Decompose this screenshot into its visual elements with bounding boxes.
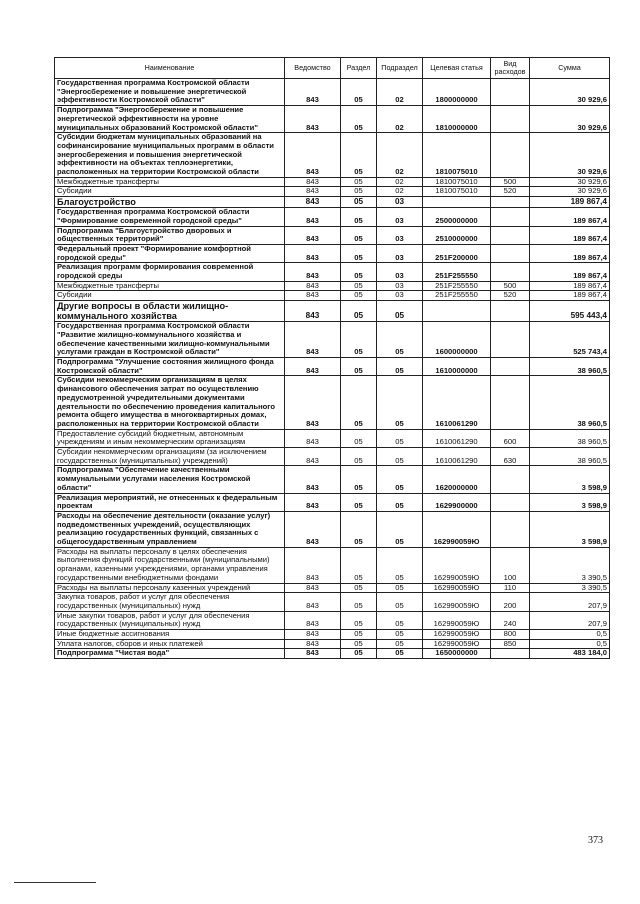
table-row	[55, 583, 610, 593]
cell-subsection: 03	[377, 244, 423, 262]
cell-subsection: 03	[377, 197, 423, 208]
cell-department: 843	[285, 583, 341, 593]
cell-amount: 30 929,6	[530, 79, 610, 106]
footer-rule	[14, 882, 96, 883]
cell-amount: 30 929,6	[530, 133, 610, 178]
cell-name: Субсидии некоммерческим организациям (за исключением государственных (муниципальных) учреждений)	[55, 448, 285, 466]
cell-name: Подпрограмма "Благоустройство дворовых и общественных территорий"	[55, 226, 285, 244]
cell-name: Подпрограмма "Чистая вода"	[55, 649, 285, 659]
table-row	[55, 630, 610, 640]
cell-amount: 189 867,4	[530, 291, 610, 301]
cell-expense-type: 240	[491, 611, 530, 629]
cell-subsection: 02	[377, 133, 423, 178]
cell-subsection: 05	[377, 376, 423, 429]
cell-department: 843	[285, 649, 341, 659]
cell-amount: 189 867,4	[530, 197, 610, 208]
table-row	[55, 106, 610, 133]
cell-section: 05	[341, 322, 377, 358]
cell-section: 05	[341, 197, 377, 208]
cell-expense-type: 520	[491, 291, 530, 301]
budget-table	[54, 57, 610, 659]
cell-target-article: 1810075010	[423, 133, 491, 178]
cell-amount: 3 390,5	[530, 583, 610, 593]
cell-department: 843	[285, 639, 341, 649]
cell-section: 05	[341, 177, 377, 187]
cell-name: Закупка товаров, работ и услуг для обеспечения государственных (муниципальных) нужд	[55, 593, 285, 611]
table-header-row	[55, 58, 610, 79]
table-row	[55, 79, 610, 106]
cell-subsection: 03	[377, 281, 423, 291]
cell-department: 843	[285, 376, 341, 429]
page-number: 373	[588, 835, 603, 846]
table-row	[55, 593, 610, 611]
cell-target-article: 1800000000	[423, 79, 491, 106]
cell-target-article: 1810000000	[423, 106, 491, 133]
cell-department: 843	[285, 226, 341, 244]
cell-subsection: 05	[377, 448, 423, 466]
cell-subsection: 05	[377, 593, 423, 611]
cell-subsection: 05	[377, 511, 423, 547]
cell-target-article: 2500000000	[423, 208, 491, 226]
cell-department: 843	[285, 177, 341, 187]
cell-department: 843	[285, 448, 341, 466]
cell-expense-type: 850	[491, 639, 530, 649]
cell-name: Государственная программа Костромской области "Развитие жилищно-коммунального хозяйства и обеспечение качественными жилищно-коммунальными услугами граждан в Костромской области"	[55, 322, 285, 358]
cell-name: Субсидии	[55, 291, 285, 301]
cell-target-article: 1610061290	[423, 429, 491, 447]
cell-subsection: 02	[377, 79, 423, 106]
cell-amount: 30 929,6	[530, 177, 610, 187]
table-row	[55, 208, 610, 226]
table-row	[55, 429, 610, 447]
cell-department: 843	[285, 429, 341, 447]
cell-department: 843	[285, 547, 341, 583]
cell-expense-type	[491, 466, 530, 493]
cell-section: 05	[341, 291, 377, 301]
cell-name: Межбюджетные трансферты	[55, 177, 285, 187]
cell-section: 05	[341, 630, 377, 640]
cell-target-article: 162990059Ю	[423, 583, 491, 593]
cell-subsection: 05	[377, 493, 423, 511]
cell-department: 843	[285, 133, 341, 178]
cell-name: Реализация мероприятий, не отнесенных к федеральным проектам	[55, 493, 285, 511]
cell-expense-type: 100	[491, 547, 530, 583]
header-expense-type: Вид расходов	[491, 58, 530, 79]
cell-name: Федеральный проект "Формирование комфортной городской среды"	[55, 244, 285, 262]
cell-section: 05	[341, 583, 377, 593]
cell-section: 05	[341, 466, 377, 493]
cell-amount: 38 960,5	[530, 357, 610, 375]
cell-target-article: 1650000000	[423, 649, 491, 659]
cell-department: 843	[285, 79, 341, 106]
cell-expense-type	[491, 226, 530, 244]
cell-expense-type	[491, 357, 530, 375]
cell-expense-type	[491, 244, 530, 262]
cell-target-article: 251F255550	[423, 281, 491, 291]
table-row	[55, 281, 610, 291]
cell-expense-type: 600	[491, 429, 530, 447]
cell-name: Субсидии	[55, 187, 285, 197]
cell-amount: 3 390,5	[530, 547, 610, 583]
cell-expense-type	[491, 79, 530, 106]
cell-subsection: 03	[377, 291, 423, 301]
cell-amount: 595 443,4	[530, 301, 610, 322]
cell-amount: 38 960,5	[530, 448, 610, 466]
cell-subsection: 03	[377, 226, 423, 244]
cell-department: 843	[285, 357, 341, 375]
cell-amount: 207,9	[530, 593, 610, 611]
cell-department: 843	[285, 208, 341, 226]
cell-name: Подпрограмма "Энергосбережение и повышение энергетической эффективности на уровне муниципальных образований Костромской области"	[55, 106, 285, 133]
cell-expense-type	[491, 208, 530, 226]
cell-expense-type	[491, 263, 530, 281]
cell-name: Другие вопросы в области жилищно-коммунального хозяйства	[55, 301, 285, 322]
cell-name: Благоустройство	[55, 197, 285, 208]
table-row	[55, 357, 610, 375]
table-row	[55, 197, 610, 208]
header-name: Наименование	[55, 58, 285, 79]
cell-subsection: 02	[377, 106, 423, 133]
cell-target-article: 1600000000	[423, 322, 491, 358]
cell-amount: 207,9	[530, 611, 610, 629]
cell-target-article: 251F255550	[423, 263, 491, 281]
cell-expense-type	[491, 493, 530, 511]
table-row	[55, 133, 610, 178]
cell-expense-type	[491, 301, 530, 322]
header-subsection: Подраздел	[377, 58, 423, 79]
cell-amount: 189 867,4	[530, 281, 610, 291]
cell-amount: 3 598,9	[530, 466, 610, 493]
table-row	[55, 263, 610, 281]
table-row	[55, 547, 610, 583]
cell-section: 05	[341, 281, 377, 291]
table-row	[55, 639, 610, 649]
cell-name: Межбюджетные трансферты	[55, 281, 285, 291]
table-row	[55, 187, 610, 197]
cell-amount: 30 929,6	[530, 187, 610, 197]
table-row	[55, 493, 610, 511]
cell-section: 05	[341, 357, 377, 375]
cell-subsection: 05	[377, 429, 423, 447]
cell-target-article: 251F200000	[423, 244, 491, 262]
cell-expense-type	[491, 376, 530, 429]
cell-department: 843	[285, 593, 341, 611]
table-row	[55, 291, 610, 301]
cell-name: Расходы на выплаты персоналу в целях обеспечения выполнения функций государственными (муниципальными) органами, казенными учреждениями, органами управления государственными внебюджетными фондами	[55, 547, 285, 583]
cell-expense-type	[491, 197, 530, 208]
cell-section: 05	[341, 429, 377, 447]
cell-name: Иные закупки товаров, работ и услуг для обеспечения государственных (муниципальных) нужд	[55, 611, 285, 629]
table-row	[55, 448, 610, 466]
cell-subsection: 05	[377, 649, 423, 659]
cell-target-article: 162990059Ю	[423, 611, 491, 629]
cell-name: Иные бюджетные ассигнования	[55, 630, 285, 640]
cell-target-article: 162990059Ю	[423, 630, 491, 640]
cell-target-article	[423, 301, 491, 322]
cell-amount: 0,5	[530, 630, 610, 640]
cell-target-article: 1610061290	[423, 448, 491, 466]
cell-amount: 30 929,6	[530, 106, 610, 133]
cell-name: Расходы на обеспечение деятельности (оказание услуг) подведомственных учреждений, осуществляющих реализацию государственных функций, связанных с общегосударственным управлением	[55, 511, 285, 547]
cell-amount: 38 960,5	[530, 429, 610, 447]
header-target-article: Целевая статья	[423, 58, 491, 79]
table-row	[55, 244, 610, 262]
cell-amount: 189 867,4	[530, 263, 610, 281]
cell-expense-type: 630	[491, 448, 530, 466]
cell-subsection: 05	[377, 630, 423, 640]
cell-target-article: 2510000000	[423, 226, 491, 244]
cell-section: 05	[341, 547, 377, 583]
cell-name: Субсидии бюджетам муниципальных образований на софинансирование муниципальных программ в области энергосбережения и повышения энергетической эффективности на объектах теплоэнергетики, расположенных на территории Костромской области	[55, 133, 285, 178]
cell-section: 05	[341, 79, 377, 106]
cell-expense-type	[491, 133, 530, 178]
cell-name: Предоставление субсидий бюджетным, автономным учреждениям и иным некоммерческим организациям	[55, 429, 285, 447]
cell-department: 843	[285, 197, 341, 208]
cell-name: Расходы на выплаты персоналу казенных учреждений	[55, 583, 285, 593]
cell-target-article: 1629900000	[423, 493, 491, 511]
cell-amount: 525 743,4	[530, 322, 610, 358]
cell-name: Государственная программа Костромской области "Энергосбережение и повышение энергетической эффективности Костромской области"	[55, 79, 285, 106]
cell-section: 05	[341, 301, 377, 322]
cell-target-article: 162990059Ю	[423, 593, 491, 611]
cell-target-article: 1620000000	[423, 466, 491, 493]
table-row	[55, 301, 610, 322]
table-row	[55, 226, 610, 244]
cell-section: 05	[341, 244, 377, 262]
cell-target-article: 1610061290	[423, 376, 491, 429]
cell-subsection: 02	[377, 187, 423, 197]
header-department: Ведомство	[285, 58, 341, 79]
cell-subsection: 05	[377, 357, 423, 375]
cell-expense-type	[491, 511, 530, 547]
cell-name: Реализация программ формирования современной городской среды	[55, 263, 285, 281]
cell-section: 05	[341, 493, 377, 511]
cell-department: 843	[285, 106, 341, 133]
cell-target-article: 1810075010	[423, 187, 491, 197]
cell-name: Уплата налогов, сборов и иных платежей	[55, 639, 285, 649]
cell-subsection: 05	[377, 547, 423, 583]
header-amount: Сумма	[530, 58, 610, 79]
cell-department: 843	[285, 244, 341, 262]
cell-expense-type: 200	[491, 593, 530, 611]
cell-target-article: 251F255550	[423, 291, 491, 301]
cell-amount: 189 867,4	[530, 208, 610, 226]
cell-department: 843	[285, 322, 341, 358]
cell-department: 843	[285, 466, 341, 493]
cell-section: 05	[341, 187, 377, 197]
cell-expense-type: 520	[491, 187, 530, 197]
table-row	[55, 322, 610, 358]
cell-section: 05	[341, 649, 377, 659]
cell-name: Подпрограмма "Улучшение состояния жилищного фонда Костромской области"	[55, 357, 285, 375]
header-section: Раздел	[341, 58, 377, 79]
cell-section: 05	[341, 226, 377, 244]
cell-department: 843	[285, 630, 341, 640]
cell-subsection: 05	[377, 466, 423, 493]
cell-expense-type	[491, 106, 530, 133]
cell-department: 843	[285, 493, 341, 511]
table-row	[55, 376, 610, 429]
cell-department: 843	[285, 281, 341, 291]
cell-section: 05	[341, 611, 377, 629]
cell-section: 05	[341, 133, 377, 178]
cell-subsection: 03	[377, 263, 423, 281]
cell-section: 05	[341, 263, 377, 281]
cell-department: 843	[285, 291, 341, 301]
table-row	[55, 611, 610, 629]
cell-section: 05	[341, 639, 377, 649]
cell-subsection: 05	[377, 322, 423, 358]
cell-department: 843	[285, 263, 341, 281]
cell-expense-type: 500	[491, 177, 530, 187]
table-row	[55, 649, 610, 659]
cell-target-article: 162990059Ю	[423, 639, 491, 649]
cell-section: 05	[341, 106, 377, 133]
cell-section: 05	[341, 511, 377, 547]
cell-expense-type: 500	[491, 281, 530, 291]
cell-subsection: 05	[377, 639, 423, 649]
cell-subsection: 05	[377, 611, 423, 629]
cell-expense-type	[491, 649, 530, 659]
cell-subsection: 05	[377, 301, 423, 322]
table-row	[55, 511, 610, 547]
cell-name: Субсидии некоммерческим организациям в целях финансового обеспечения затрат по осуществлению предусмотренной учредительными документами деятельности по обеспечению проведения капитального ремонта общего имущества в многоквартирных домах, расположенных на территории Костромской области	[55, 376, 285, 429]
cell-section: 05	[341, 448, 377, 466]
cell-amount: 0,5	[530, 639, 610, 649]
cell-section: 05	[341, 208, 377, 226]
cell-expense-type	[491, 322, 530, 358]
cell-amount: 38 960,5	[530, 376, 610, 429]
cell-department: 843	[285, 611, 341, 629]
cell-subsection: 05	[377, 583, 423, 593]
cell-amount: 3 598,9	[530, 493, 610, 511]
table-row	[55, 466, 610, 493]
cell-target-article	[423, 197, 491, 208]
table-body	[55, 79, 610, 659]
cell-section: 05	[341, 376, 377, 429]
cell-subsection: 02	[377, 177, 423, 187]
table-row	[55, 177, 610, 187]
cell-expense-type: 800	[491, 630, 530, 640]
cell-target-article: 162990059Ю	[423, 511, 491, 547]
cell-amount: 483 184,0	[530, 649, 610, 659]
cell-amount: 189 867,4	[530, 226, 610, 244]
cell-target-article: 1610000000	[423, 357, 491, 375]
cell-amount: 3 598,9	[530, 511, 610, 547]
cell-section: 05	[341, 593, 377, 611]
cell-expense-type: 110	[491, 583, 530, 593]
cell-name: Государственная программа Костромской области "Формирование современной городской среды"	[55, 208, 285, 226]
cell-target-article: 1810075010	[423, 177, 491, 187]
cell-subsection: 03	[377, 208, 423, 226]
cell-name: Подпрограмма "Обеспечение качественными коммунальными услугами населения Костромской области"	[55, 466, 285, 493]
cell-amount: 189 867,4	[530, 244, 610, 262]
cell-target-article: 162990059Ю	[423, 547, 491, 583]
cell-department: 843	[285, 511, 341, 547]
cell-department: 843	[285, 301, 341, 322]
cell-department: 843	[285, 187, 341, 197]
